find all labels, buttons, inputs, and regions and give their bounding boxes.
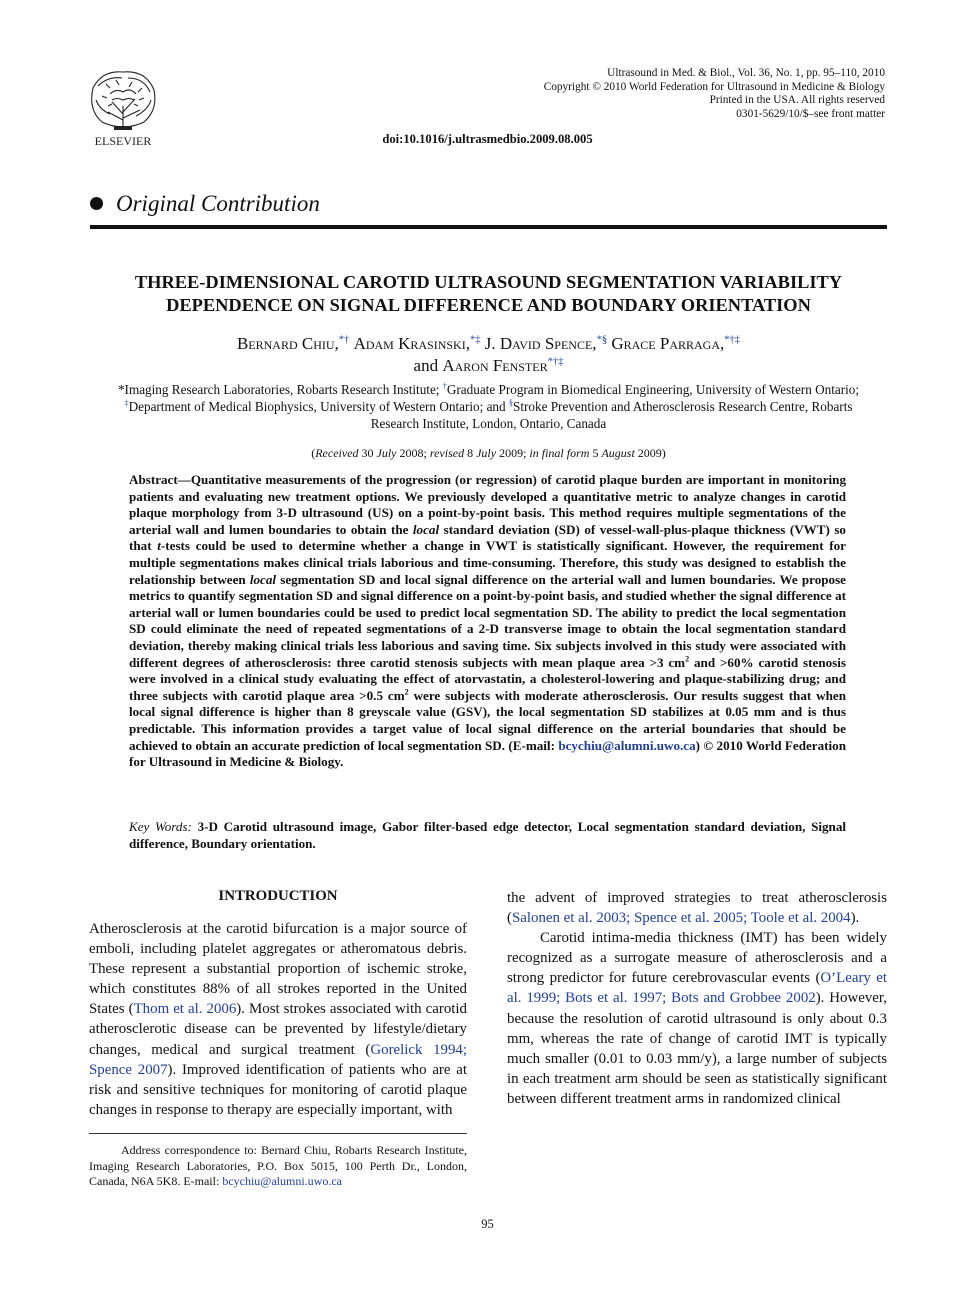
received-dates: (Received 30 July 2008; revised 8 July 2009; in final form 5 August 2009)	[311, 446, 666, 460]
author-name: Adam Krasinski,	[353, 334, 470, 353]
superscript: 2	[404, 687, 409, 697]
date-day: 5	[592, 446, 599, 460]
affil-text: Imaging Research Laboratories, Robarts Research Institute;	[124, 382, 440, 397]
keywords-label: Key Words:	[129, 819, 192, 834]
citation-link[interactable]: O’Leary et al. 1999; Bots et al. 1997; Bots and Grobbee 2002	[507, 970, 887, 1007]
date-year: 2008;	[399, 446, 427, 460]
abstract-email-link[interactable]: bcychiu@alumni.uwo.ca	[558, 737, 696, 753]
body-column-right	[507, 888, 887, 1109]
page-number: 95	[481, 1217, 494, 1231]
abstract-text: ) © 2010 World Federation for Ultrasound in Medicine & Biology.	[129, 737, 846, 770]
superscript: 2	[685, 654, 690, 664]
abstract-text: segmentation SD and local signal difference on the arterial wall and lumen boundaries. We propose metrics to quantify segmentation SD and signal difference on a point-by-point basis, and studied whether the signal difference at arterial wall or lumen boundaries could be used to predict local segmentation SD. The ability to predict the local segmentation SD could eliminate the need of repeated segmentations of a 2-D transverse image to obtain the local segmentation standard deviation, thereby making clinical trials less laborious and saving time. Six subjects involved in this study were associated with different degrees of atherosclerosis: three carotid stenosis subjects with mean plaque area >3 cm	[129, 571, 846, 670]
body-text: ). Most strokes associated with carotid atherosclerotic disease can be prevented by lifestyle/dietary changes, medical and surgical treatment (	[89, 1001, 467, 1058]
paragraph	[507, 928, 887, 1109]
citation-link[interactable]: Gorelick 1994; Spence 2007	[89, 1041, 467, 1078]
date-year: 2009;	[499, 446, 527, 460]
body-text: the advent of improved strategies to treat atherosclerosis (	[507, 890, 887, 927]
abstract-text: -tests could be used to determine whether a change in VWT is statistically significant. However, the requirement for multiple segmentations makes clinical trials laborious and time-consuming. Therefore, this study was designed to establish the relationship between	[129, 538, 846, 587]
abstract-italic: local	[249, 571, 277, 587]
body-column-left	[89, 919, 467, 1120]
affil-text: Graduate Program in Biomedical Engineering, University of Western Ontario;	[446, 382, 860, 397]
author-name: Aaron Fenster	[442, 356, 548, 375]
affil-text: Stroke Prevention and Atherosclerosis Research Centre, Robarts Research Institute, London, Ontario, Canada	[370, 399, 853, 431]
footnote-rule	[89, 1133, 467, 1134]
body-text: ). Improved identification of patients who are at risk and sensitive techniques for monitoring of carotid plaque changes in response to therapy are especially important, with	[89, 1061, 467, 1118]
body-text: Atherosclerosis at the carotid bifurcation is a major source of emboli, including platelet aggregates or atheromatous debris. These represent a substantial proportion of ischemic stroke, which constitutes 88% of all strokes reported in the United States (	[89, 921, 467, 1018]
title-line: DEPENDENCE ON SIGNAL DIFFERENCE AND BOUNDARY ORIENTATION	[166, 295, 811, 315]
abstract-text: Abstract—Quantitative measurements of the progression (or regression) of carotid plaque burden are important in monitoring patients and evaluating new treatment options. We previously developed a quantitative metric to analyze changes in carotid plaque morphology from 3-D ultrasound (US) on a point-by-point basis. This method requires multiple segmentations of the arterial wall and lumen boundaries to obtain the	[129, 472, 846, 537]
date-day: 8	[467, 446, 474, 460]
affil-mark: ‡	[124, 398, 129, 408]
issn-line: 0301-5629/10/$–see front matter	[736, 107, 885, 120]
affil-mark: †	[442, 381, 447, 391]
paragraph	[89, 919, 467, 1120]
body-text: Carotid intima-media thickness (IMT) has been widely recognized as a surrogate measure of atherosclerosis and a strong predictor for future cerebrovascular events (	[507, 930, 887, 987]
author-marks[interactable]: *‡	[469, 334, 481, 346]
author-marks[interactable]: *§	[596, 334, 608, 346]
footnote-text: Address correspondence to: Bernard Chiu, Robarts Research Institute, Imaging Research Laboratories, P.O. Box 5015, 100 Perth Dr., London, Canada, N6A 5K8. E-mail:	[89, 1143, 467, 1188]
affil-mark: §	[508, 398, 513, 408]
keywords	[129, 819, 846, 852]
printed-line: Printed in the USA. All rights reserved	[709, 94, 885, 107]
article-title	[90, 271, 887, 317]
date-day: 30	[361, 446, 374, 460]
author-name: Grace Parraga,	[611, 334, 725, 353]
section-heading: INTRODUCTION	[218, 888, 338, 904]
journal-citation	[544, 67, 885, 121]
author-marks[interactable]: *†‡	[724, 334, 741, 346]
svg-text:ELSEVIER: ELSEVIER	[94, 134, 152, 148]
journal-line: Ultrasound in Med. & Biol., Vol. 36, No. 1, pp. 95–110, 2010	[607, 67, 885, 79]
date-year: 2009)	[637, 446, 666, 460]
copyright-line: Copyright © 2010 World Federation for Ultrasound in Medicine & Biology	[543, 80, 885, 93]
title-line: THREE-DIMENSIONAL CAROTID ULTRASOUND SEGMENTATION VARIABILITY	[134, 272, 843, 292]
date-month: July	[376, 446, 397, 460]
footnote-email-link[interactable]: bcychiu@alumni.uwo.ca	[222, 1174, 342, 1188]
author-marks[interactable]: *†‡	[547, 356, 564, 368]
paragraph-continued	[507, 888, 887, 928]
revised-label: revised	[429, 446, 465, 460]
author-name: Bernard Chiu,	[236, 334, 339, 353]
abstract-text: and >60% carotid stenosis were involved in a clinical study evaluating the effect of atorvastatin, a cholesterol-lowering and plaque-stabilizing drug; and three subjects with carotid plaque area >0.5 cm	[129, 654, 846, 703]
received-label: Received	[315, 446, 359, 460]
author-marks[interactable]: *†	[338, 334, 350, 346]
affil-mark: *	[117, 382, 125, 397]
section-label: Original Contribution	[116, 191, 320, 216]
header-rule	[90, 225, 887, 229]
bullet-icon	[90, 197, 103, 210]
correspondence-footnote	[89, 1143, 467, 1190]
citation-link[interactable]: Thom et al. 2006	[133, 1001, 237, 1018]
citation-link[interactable]: Salonen et al. 2003; Spence et al. 2005; Toole et al. 2004	[511, 910, 851, 927]
abstract	[129, 472, 846, 771]
authors-and: and	[413, 356, 439, 375]
affil-text: Department of Medical Biophysics, University of Western Ontario; and	[128, 399, 506, 414]
affiliations	[110, 381, 867, 432]
abstract-italic: t	[157, 538, 161, 554]
abstract-text: were subjects with moderate atherosclerosis. Our results suggest that when local signal difference is higher than 8 greyscale value (GSV), the local segmentation SD stabilizes at 0.05 mm and is thus predictable. This information provides a target value of local signal difference on the arterial boundaries that should be achieved to obtain an accurate prediction of local segmentation SD. (E-mail:	[129, 687, 846, 753]
body-text: ). However, because the resolution of carotid ultrasound is only about 0.3 mm, whereas the rate of change of carotid IMT is typically much smaller (0.01 to 0.03 mm/y), a large number of subjects in each treatment arm should be seen as statistically significant between different treatment arms in randomized clinical	[507, 990, 887, 1107]
date-month: August	[601, 446, 635, 460]
body-text: ).	[850, 910, 860, 927]
abstract-italic: local	[412, 521, 440, 537]
doi[interactable]: doi:10.1016/j.ultrasmedbio.2009.08.005	[382, 132, 593, 146]
author-list	[90, 333, 887, 377]
keywords-text: 3-D Carotid ultrasound image, Gabor filter-based edge detector, Local segmentation standard deviation, Signal difference, Boundary orientation.	[129, 819, 847, 851]
abstract-text: standard deviation (SD) of vessel-wall-plus-plaque thickness (VWT) so that	[129, 521, 846, 554]
date-month: July	[476, 446, 497, 460]
final-label: in final form	[529, 446, 590, 460]
author-name: J. David Spence,	[484, 334, 597, 353]
